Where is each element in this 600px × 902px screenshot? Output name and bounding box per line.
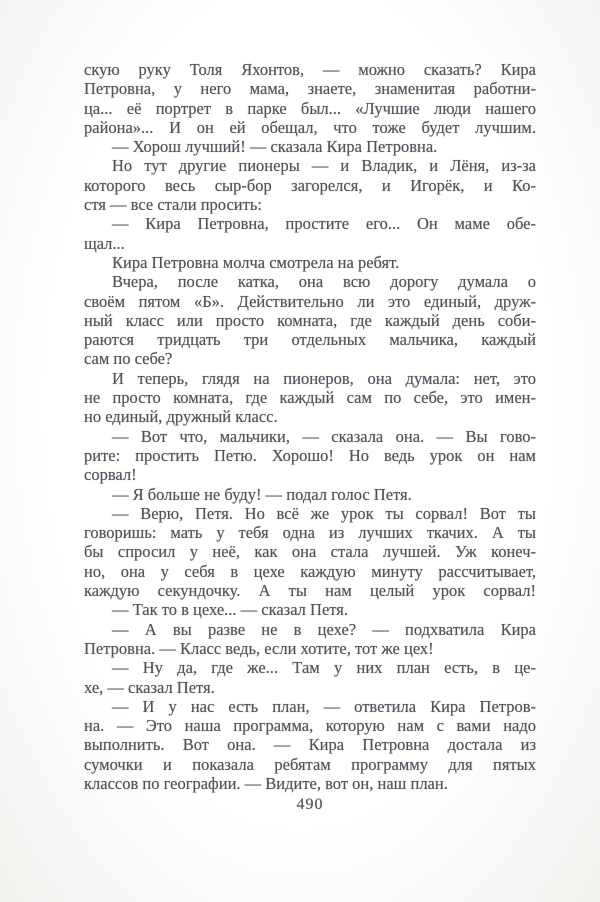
text-line: которого весь сыр-бор загорелся, и Игорёк, и Ко- bbox=[84, 175, 536, 195]
text-line: хе, — сказал Петя. bbox=[84, 677, 215, 697]
text-line: ный класс или просто комната, где каждый день соби- bbox=[84, 310, 536, 330]
text-line: щал... bbox=[84, 233, 125, 253]
text-line: рите: простить Петю. Хорошо! Но ведь урок он нам bbox=[84, 445, 536, 465]
text-line: — Ну да, где же... Там у них план есть, в це- bbox=[112, 658, 536, 678]
text-line: — Верю, Петя. Но всё же урок ты сорвал! Вот ты bbox=[112, 503, 536, 523]
text-line: Вчера, после катка, она всю дорогу думала о bbox=[112, 272, 536, 292]
text-line: Петровна. — Класс ведь, если хотите, тот же цех! bbox=[84, 638, 434, 658]
text-line: каждую секундочку. А ты нам целый урок сорвал! bbox=[84, 581, 536, 601]
text-line: — И у нас есть план, — ответила Кира Петров- bbox=[112, 696, 536, 716]
text-line: но, она у себя в цехе каждую минуту рассчитывает, bbox=[84, 561, 536, 581]
text-line: Но тут другие пионеры — и Владик, и Лёня, из-за bbox=[112, 156, 536, 176]
text-line: — А вы разве не в цехе? — подхватила Кира bbox=[112, 619, 536, 639]
text-line: — Кира Петровна, простите его... Он маме обе- bbox=[112, 214, 536, 234]
text-line: раются тридцать три отдельных мальчика, каждый bbox=[84, 330, 536, 350]
text-line: сам по себе? bbox=[84, 349, 173, 369]
page-text bbox=[84, 60, 536, 793]
text-line: Петровна, у него мама, знаете, знаменитая работни- bbox=[84, 79, 536, 99]
text-line: классов по географии. — Видите, вот он, наш план. bbox=[84, 773, 448, 793]
text-line: своём пятом «Б». Действительно ли это единый, друж- bbox=[84, 291, 536, 311]
text-line: — Хорош лучший! — сказала Кира Петровна. bbox=[112, 137, 438, 157]
text-line: выполнить. Вот она. — Кира Петровна достала из bbox=[84, 735, 536, 755]
text-line: — Так то в цехе... — сказал Петя. bbox=[112, 600, 348, 620]
text-line: района»... И он ей обещал, что тоже будет лучшим. bbox=[84, 117, 536, 137]
page-number: 490 bbox=[296, 796, 324, 813]
text-line: сорвал! bbox=[84, 465, 137, 485]
text-line: говоришь: мать у тебя одна из лучших ткачих. А ты bbox=[84, 523, 536, 543]
text-line: ца... её портрет в парке был... «Лучшие люди нашего bbox=[84, 98, 536, 118]
text-line: стя — все стали просить: bbox=[84, 195, 262, 215]
text-line: — Вот что, мальчики, — сказала она. — Вы гово- bbox=[112, 426, 536, 446]
text-line: И теперь, глядя на пионеров, она думала: нет, это bbox=[112, 368, 536, 388]
text-line: — Я больше не буду! — подал голос Петя. bbox=[112, 484, 412, 504]
text-line: на. — Это наша программа, которую нам с вами надо bbox=[84, 716, 536, 736]
text-line: бы спросил у неё, как она стала лучшей. Уж конеч- bbox=[84, 542, 536, 562]
text-line: скую руку Толя Яхонтов, — можно сказать? Кира bbox=[84, 60, 536, 79]
text-line: сумочки и показала ребятам программу для пятых bbox=[84, 754, 536, 774]
text-line: Кира Петровна молча смотрела на ребят. bbox=[112, 252, 400, 272]
text-line: не просто комната, где каждый сам по себе, это имен- bbox=[84, 388, 536, 408]
text-line: но единый, дружный класс. bbox=[84, 407, 278, 427]
